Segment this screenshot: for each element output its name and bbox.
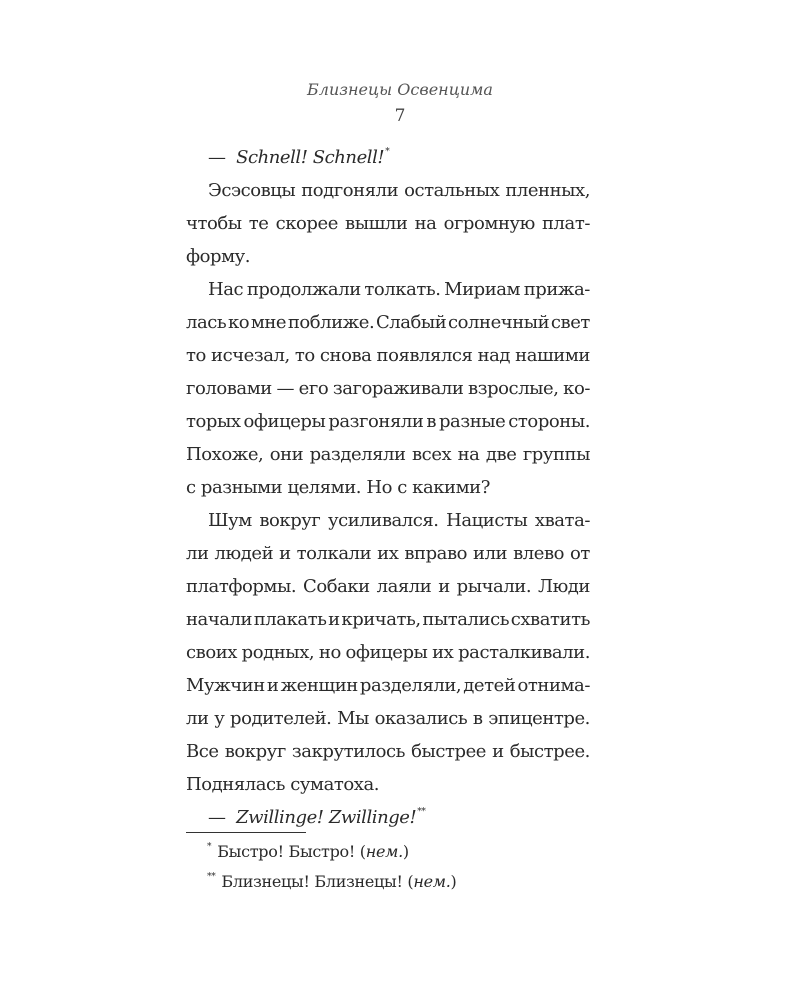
word: лаяли bbox=[376, 576, 432, 597]
word: у bbox=[214, 708, 225, 729]
word: родителей. bbox=[230, 708, 332, 729]
word: загораживали bbox=[332, 378, 464, 399]
word: форму. bbox=[186, 246, 251, 267]
word: то bbox=[294, 345, 315, 366]
word: быстрее bbox=[411, 741, 486, 762]
word: плакать bbox=[253, 609, 327, 630]
dialogue-text: Schnell! Schnell! bbox=[236, 147, 385, 168]
text-line bbox=[186, 738, 590, 771]
word: — bbox=[276, 378, 295, 399]
word: мне bbox=[250, 312, 287, 333]
word: снова bbox=[319, 345, 372, 366]
word: Нас bbox=[208, 279, 244, 300]
word: над bbox=[477, 345, 511, 366]
word: пытались bbox=[422, 609, 510, 630]
word: Слабый bbox=[375, 312, 447, 333]
running-title: Близнецы Освенцима bbox=[307, 80, 493, 99]
word: плат- bbox=[542, 213, 590, 234]
text-line bbox=[186, 408, 590, 441]
text-line bbox=[186, 507, 590, 540]
text-line bbox=[186, 276, 590, 309]
prose-lines bbox=[186, 177, 590, 804]
word: вправо bbox=[404, 543, 468, 564]
footnote-lang: нем. bbox=[365, 842, 403, 861]
text-line bbox=[186, 540, 590, 573]
word: влево bbox=[513, 543, 565, 564]
word: схватить bbox=[510, 609, 590, 630]
word: продолжали bbox=[246, 279, 361, 300]
word: группы bbox=[522, 444, 590, 465]
footnote-1 bbox=[207, 840, 590, 870]
word: толкали bbox=[296, 543, 372, 564]
footnotes bbox=[207, 840, 590, 900]
word: его bbox=[298, 378, 329, 399]
text-line bbox=[186, 474, 590, 507]
word: Но bbox=[366, 477, 392, 498]
footnote-2 bbox=[207, 870, 590, 900]
word: и bbox=[279, 543, 291, 564]
word: ко- bbox=[563, 378, 590, 399]
text-line bbox=[186, 243, 590, 276]
word: пленных, bbox=[505, 180, 590, 201]
dialogue-line-1 bbox=[186, 144, 590, 177]
word: Мужчин bbox=[186, 675, 265, 696]
word: Нацисты bbox=[446, 510, 528, 531]
dialogue-dash: — bbox=[208, 807, 226, 828]
word: остальных bbox=[404, 180, 500, 201]
word: быстрее. bbox=[509, 741, 590, 762]
word: людей bbox=[214, 543, 274, 564]
word: их bbox=[377, 543, 399, 564]
word: поближе. bbox=[287, 312, 375, 333]
word: на bbox=[414, 213, 437, 234]
word: лась bbox=[186, 312, 227, 333]
text-line bbox=[186, 342, 590, 375]
word: огромную bbox=[443, 213, 535, 234]
word: стороны. bbox=[508, 411, 590, 432]
text-line bbox=[186, 573, 590, 606]
footnote-rule bbox=[186, 832, 306, 833]
word: какими? bbox=[412, 477, 490, 498]
word: хвата- bbox=[534, 510, 590, 531]
word: Мириам bbox=[444, 279, 521, 300]
word: женщин bbox=[280, 675, 358, 696]
word: Шум bbox=[208, 510, 252, 531]
word: и bbox=[492, 741, 504, 762]
footnote-text: Близнецы! Близнецы! ( bbox=[221, 872, 414, 891]
word: разные bbox=[438, 411, 506, 432]
word: в bbox=[426, 411, 437, 432]
word: разделяли, bbox=[359, 675, 462, 696]
word: вышли bbox=[345, 213, 408, 234]
word: две bbox=[485, 444, 517, 465]
word: Эсэсовцы bbox=[208, 180, 296, 201]
word: Поднялась bbox=[186, 774, 285, 795]
word: с bbox=[397, 477, 407, 498]
word: суматоха. bbox=[290, 774, 380, 795]
body-text bbox=[186, 144, 590, 837]
word: появлялся bbox=[376, 345, 473, 366]
word: вокруг bbox=[224, 741, 286, 762]
footnote-lang: нем. bbox=[413, 872, 451, 891]
word: с bbox=[186, 477, 196, 498]
footnote-mark: ** bbox=[207, 872, 216, 882]
word: детей bbox=[463, 675, 516, 696]
text-line bbox=[186, 705, 590, 738]
dialogue-text: Zwillinge! Zwillinge! bbox=[236, 807, 417, 828]
word: и bbox=[266, 675, 279, 696]
text-line bbox=[186, 606, 590, 639]
footnote-ref: ** bbox=[417, 807, 426, 817]
word: взрослые, bbox=[468, 378, 559, 399]
word: кричать, bbox=[341, 609, 421, 630]
word: офицеры bbox=[243, 411, 326, 432]
text-line bbox=[186, 771, 590, 804]
word: Мы bbox=[337, 708, 369, 729]
word: на bbox=[457, 444, 480, 465]
word: подгоняли bbox=[301, 180, 399, 201]
word: или bbox=[473, 543, 508, 564]
word: Люди bbox=[538, 576, 590, 597]
word: отнима- bbox=[517, 675, 590, 696]
word: всех bbox=[412, 444, 452, 465]
footnote-ref: * bbox=[385, 147, 390, 157]
word: чтобы bbox=[186, 213, 242, 234]
word: прижа- bbox=[523, 279, 590, 300]
word: офицеры bbox=[345, 642, 428, 663]
word: исчезал, bbox=[211, 345, 290, 366]
word: закрутилось bbox=[291, 741, 405, 762]
word: родных, bbox=[241, 642, 315, 663]
word: те bbox=[248, 213, 269, 234]
word: свет bbox=[550, 312, 590, 333]
text-line bbox=[186, 441, 590, 474]
word: и bbox=[328, 609, 340, 630]
word: платформы. bbox=[186, 576, 297, 597]
word: и bbox=[438, 576, 450, 597]
word: ли bbox=[186, 543, 209, 564]
text-line bbox=[186, 672, 590, 705]
word: разделяли bbox=[309, 444, 406, 465]
word: вокруг bbox=[259, 510, 321, 531]
word: солнечный bbox=[448, 312, 550, 333]
word: в bbox=[472, 708, 483, 729]
word: от bbox=[570, 543, 590, 564]
text-line bbox=[186, 210, 590, 243]
footnote-mark: * bbox=[207, 842, 212, 852]
word: ко bbox=[227, 312, 250, 333]
footnote-close: ) bbox=[450, 872, 457, 891]
word: Собаки bbox=[303, 576, 370, 597]
word: торых bbox=[186, 411, 241, 432]
word: скорее bbox=[275, 213, 338, 234]
page-number: 7 bbox=[394, 106, 406, 126]
word: их bbox=[432, 642, 454, 663]
word: усиливался. bbox=[327, 510, 439, 531]
word: разными bbox=[200, 477, 283, 498]
dialogue-dash: — bbox=[208, 147, 226, 168]
word: эпицентре. bbox=[488, 708, 590, 729]
word: рычали. bbox=[456, 576, 532, 597]
word: Похоже, bbox=[186, 444, 264, 465]
word: оказались bbox=[374, 708, 468, 729]
word: ли bbox=[186, 708, 209, 729]
text-line bbox=[186, 309, 590, 342]
word: головами bbox=[186, 378, 272, 399]
text-line bbox=[186, 639, 590, 672]
word: начали bbox=[186, 609, 253, 630]
footnote-close: ) bbox=[402, 842, 409, 861]
word: Все bbox=[186, 741, 219, 762]
word: целями. bbox=[287, 477, 362, 498]
footnote-text: Быстро! Быстро! ( bbox=[217, 842, 366, 861]
text-line bbox=[186, 177, 590, 210]
word: они bbox=[269, 444, 304, 465]
word: разгоняли bbox=[328, 411, 424, 432]
text-line bbox=[186, 375, 590, 408]
word: своих bbox=[186, 642, 237, 663]
word: расталкивали. bbox=[458, 642, 590, 663]
word: толкать. bbox=[364, 279, 441, 300]
word: то bbox=[186, 345, 206, 366]
word: нашими bbox=[515, 345, 590, 366]
word: но bbox=[318, 642, 341, 663]
